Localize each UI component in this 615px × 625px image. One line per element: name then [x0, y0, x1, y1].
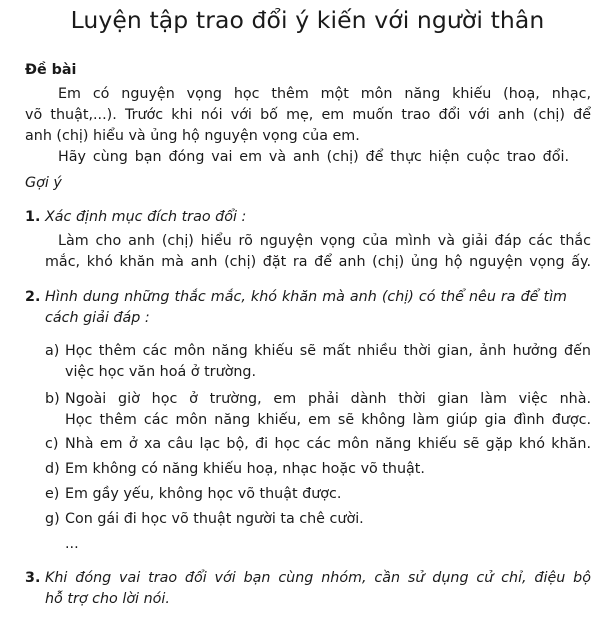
option-ellipsis: ... — [65, 536, 79, 552]
option-a-line-1: Học thêm các môn năng khiếu sẽ mất nhiều thời gian, ảnh hưởng đến — [65, 343, 591, 359]
de-bai-line-4: Hãy cùng bạn đóng vai em và anh (chị) để thực hiện cuộc trao đổi. — [58, 149, 569, 165]
item-1-number: 1. — [25, 209, 41, 225]
item-2-number: 2. — [25, 289, 41, 305]
option-b-line-1: Ngoài giờ học ở trường, em phải dành thời gian làm việc nhà. — [65, 391, 591, 407]
option-g-line-1: Con gái đi học võ thuật người ta chê cười. — [65, 511, 364, 527]
de-bai-line-2: võ thuật,...). Trước khi nói với bố mẹ, em muốn trao đổi với anh (chị) để — [25, 107, 591, 123]
page-title: Luyện tập trao đổi ý kiến với người thân — [70, 6, 545, 34]
option-a-label: a) — [45, 343, 60, 359]
item-3-number: 3. — [25, 570, 41, 586]
option-e-label: e) — [45, 486, 60, 502]
item-3-title-line-2: hỗ trợ cho lời nói. — [45, 591, 170, 607]
item-2-title-line-1: Hình dung những thắc mắc, khó khăn mà anh (chị) có thể nêu ra để tìm — [45, 289, 567, 305]
option-g-label: g) — [45, 511, 60, 527]
option-b-label: b) — [45, 391, 60, 407]
section-heading-de-bai: Đề bài — [25, 62, 77, 78]
option-a-line-2: việc học văn hoá ở trường. — [65, 364, 257, 380]
item-3-title-line-1: Khi đóng vai trao đổi với bạn cùng nhóm, cần sử dụng cử chỉ, điệu bộ — [45, 570, 591, 586]
option-d-label: d) — [45, 461, 60, 477]
option-b-line-2: Học thêm các môn năng khiếu, em sẽ không làm giúp gia đình được. — [65, 412, 591, 428]
section-heading-goi-y: Gợi ý — [25, 175, 62, 191]
option-d-line-1: Em không có năng khiếu hoạ, nhạc hoặc võ thuật. — [65, 461, 425, 477]
option-c-label: c) — [45, 436, 59, 452]
item-1-title: Xác định mục đích trao đổi : — [45, 209, 247, 225]
de-bai-line-3: anh (chị) hiểu và ủng hộ nguyện vọng của em. — [25, 128, 360, 144]
de-bai-line-1: Em có nguyện vọng học thêm một môn năng khiếu (hoạ, nhạc, — [58, 86, 591, 102]
item-1-line-1: Làm cho anh (chị) hiểu rõ nguyện vọng của mình và giải đáp các thắc — [58, 233, 591, 249]
item-2-title-line-2: cách giải đáp : — [45, 310, 150, 326]
item-1-line-2: mắc, khó khăn mà anh (chị) đặt ra để anh (chị) ủng hộ nguyện vọng ấy. — [45, 254, 591, 270]
option-c-line-1: Nhà em ở xa câu lạc bộ, đi học các môn năng khiếu sẽ gặp khó khăn. — [65, 436, 591, 452]
option-e-line-1: Em gầy yếu, không học võ thuật được. — [65, 486, 342, 502]
